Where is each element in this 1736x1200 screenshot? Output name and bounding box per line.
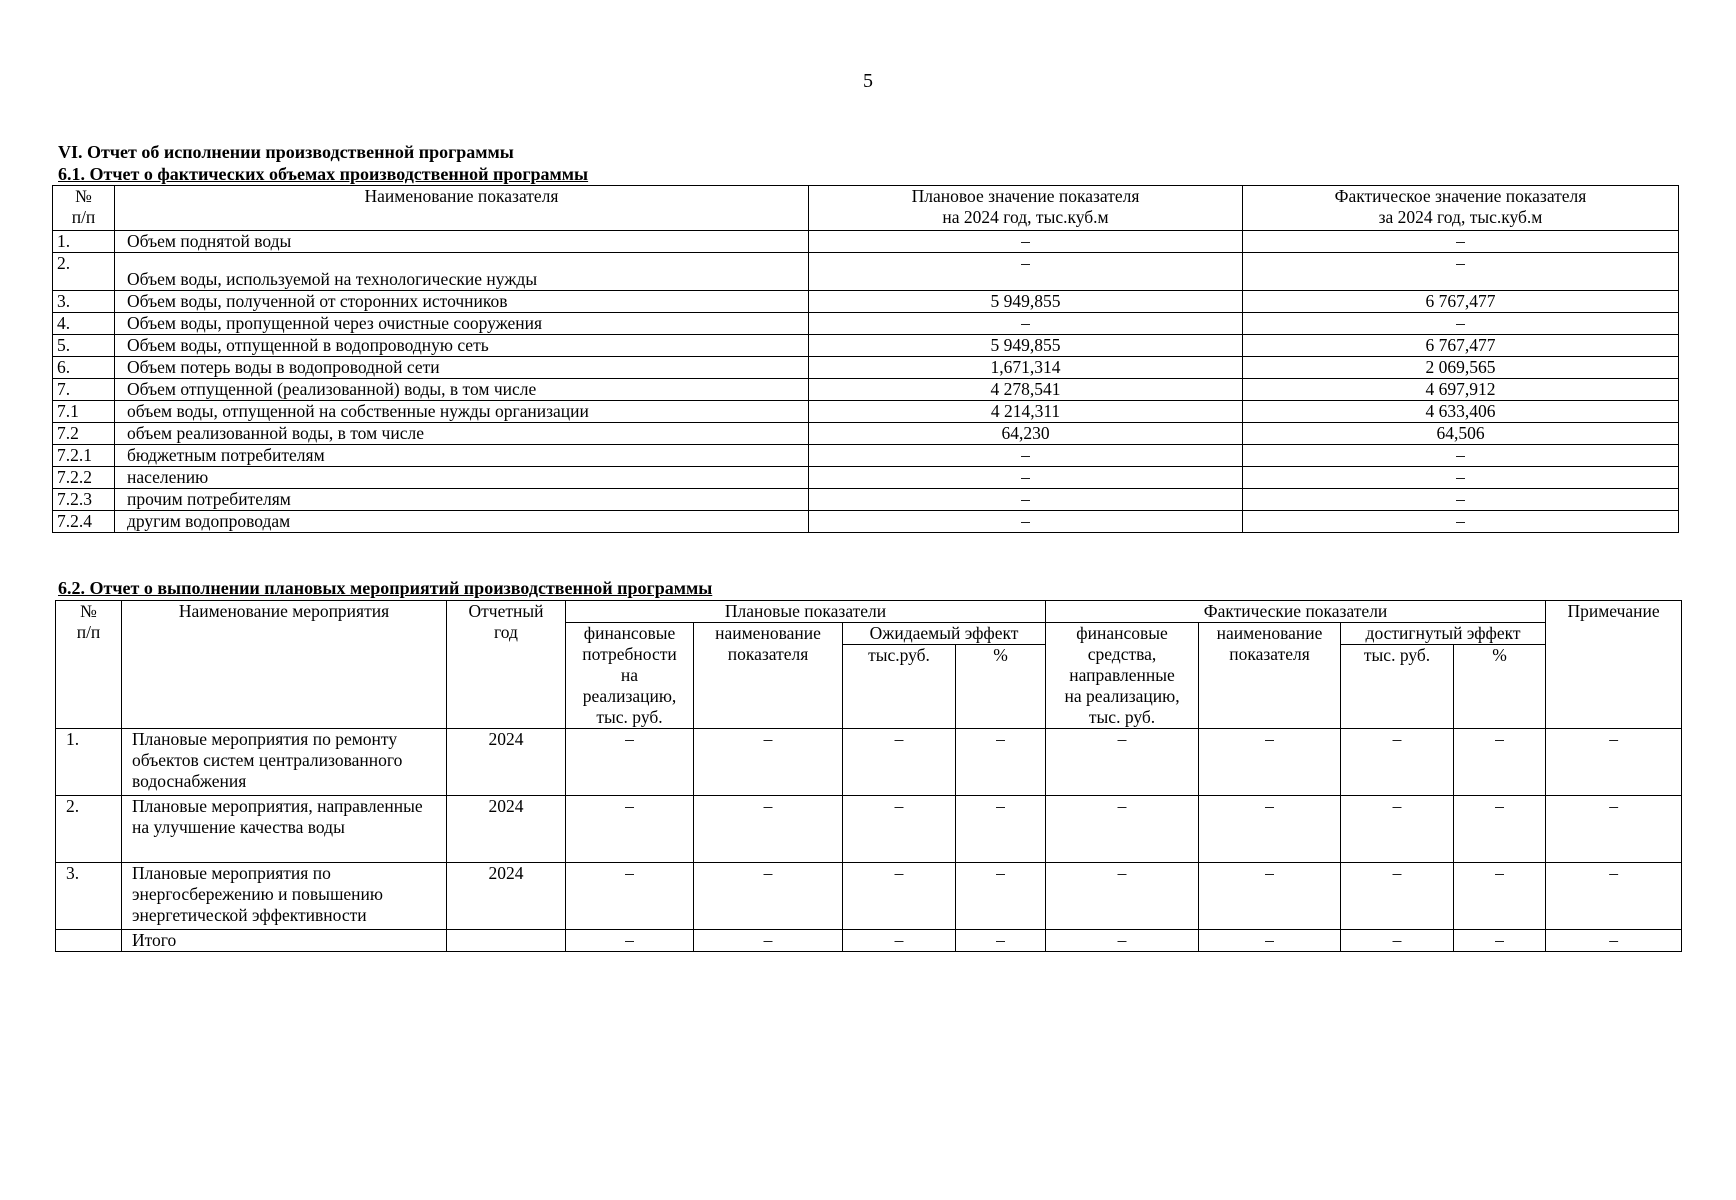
table1-cell-name: Объем воды, полученной от сторонних источников [115, 291, 809, 313]
table2-header-row-1 [56, 601, 1682, 623]
section-title: VI. Отчет об исполнении производственной программы [58, 142, 514, 162]
table2-cell-note: – [1546, 796, 1682, 863]
table2-cell-plan-indicator: – [694, 796, 843, 863]
table1-cell-num: 4. [53, 313, 115, 335]
table2-cell-fact-effect-rub: – [1341, 729, 1454, 796]
table2-cell-plan-effect-pct: – [956, 863, 1046, 930]
table1-header-fact: Фактическое значение показателя за 2024 год, тыс.куб.м [1243, 186, 1679, 231]
table1-cell-fact: 2 069,565 [1243, 357, 1679, 379]
table2-cell-fact-indicator: – [1199, 930, 1341, 952]
table2-header-fact-effect-pct: % [1454, 645, 1546, 729]
table1-row [53, 511, 1679, 533]
table2-cell-plan-effect-pct: – [956, 729, 1046, 796]
table2-cell-fact-fin: – [1046, 863, 1199, 930]
table1-cell-num: 7.2.1 [53, 445, 115, 467]
table2-cell-fact-effect-rub: – [1341, 796, 1454, 863]
table1-row [53, 423, 1679, 445]
table1-row [53, 335, 1679, 357]
table1-cell-name: прочим потребителям [115, 489, 809, 511]
table2-header-fact-group: Фактические показатели [1046, 601, 1546, 623]
table1-cell-name: Объем воды, отпущенной в водопроводную сеть [115, 335, 809, 357]
table2-cell-year: 2024 [447, 796, 566, 863]
table2-cell-name: Плановые мероприятия по ремонту объектов систем централизованного водоснабжения [122, 729, 447, 796]
table1-cell-plan: 4 214,311 [809, 401, 1243, 423]
table2-cell-plan-fin: – [566, 729, 694, 796]
table1-header-num: № п/п [53, 186, 115, 231]
table1-cell-plan: – [809, 489, 1243, 511]
table1-row [53, 445, 1679, 467]
table1-cell-num: 7.2.2 [53, 467, 115, 489]
table1-cell-plan: – [809, 511, 1243, 533]
table2-header-num: № п/п [56, 601, 122, 729]
table2-cell-plan-effect-pct: – [956, 930, 1046, 952]
table2-cell-name: Плановые мероприятия по энергосбережению и повышению энергетической эффективности [122, 863, 447, 930]
table1-row [53, 489, 1679, 511]
table1-cell-plan: – [809, 231, 1243, 253]
table2-cell-fact-fin: – [1046, 796, 1199, 863]
table2-header-plan-effect-rub: тыс.руб. [843, 645, 956, 729]
table2-cell-year [447, 930, 566, 952]
table1-row [53, 379, 1679, 401]
table1-cell-name: Объем потерь воды в водопроводной сети [115, 357, 809, 379]
table2-cell-plan-indicator: – [694, 729, 843, 796]
table2-cell-plan-effect-rub: – [843, 930, 956, 952]
table1-cell-num: 1. [53, 231, 115, 253]
table2-cell-name: Плановые мероприятия, направленные на улучшение качества воды [122, 796, 447, 863]
table2-total-row [56, 930, 1682, 952]
table1-cell-name: Объем отпущенной (реализованной) воды, в том числе [115, 379, 809, 401]
table1-cell-fact: 4 697,912 [1243, 379, 1679, 401]
table1-cell-plan: 64,230 [809, 423, 1243, 445]
table2-header-name: Наименование мероприятия [122, 601, 447, 729]
table2-cell-plan-effect-rub: – [843, 796, 956, 863]
table1-row [53, 357, 1679, 379]
subsection-2-title: 6.2. Отчет о выполнении плановых мероприятий производственной программы [58, 578, 713, 598]
table1-cell-num: 7.2.4 [53, 511, 115, 533]
table2-header-plan-fin: финансовые потребности на реализацию, тыс. руб. [566, 623, 694, 729]
table1-cell-num: 5. [53, 335, 115, 357]
table2-cell-note: – [1546, 729, 1682, 796]
table1-cell-plan: – [809, 313, 1243, 335]
table1-cell-num: 2. [53, 253, 115, 291]
table1-cell-name: Объем воды, используемой на технологические нужды [115, 253, 809, 291]
table2-cell-fact-effect-pct: – [1454, 796, 1546, 863]
table2-cell-fact-fin: – [1046, 729, 1199, 796]
table1-cell-plan: – [809, 445, 1243, 467]
table2-cell-fact-indicator: – [1199, 796, 1341, 863]
table1-row [53, 231, 1679, 253]
table2-header-fact-effect-rub: тыс. руб. [1341, 645, 1454, 729]
table1-row [53, 401, 1679, 423]
table2-cell-plan-fin: – [566, 796, 694, 863]
table1-cell-fact: – [1243, 511, 1679, 533]
table1-cell-num: 7. [53, 379, 115, 401]
table1-cell-fact: – [1243, 445, 1679, 467]
planned-activities-table [55, 600, 1682, 952]
table2-cell-plan-indicator: – [694, 930, 843, 952]
table1-cell-fact: – [1243, 313, 1679, 335]
table2-cell-fact-fin: – [1046, 930, 1199, 952]
table1-cell-plan: – [809, 253, 1243, 291]
table2-row [56, 863, 1682, 930]
table1-cell-name: Объем поднятой воды [115, 231, 809, 253]
table2-cell-num: 1. [56, 729, 122, 796]
table1-cell-plan: 5 949,855 [809, 335, 1243, 357]
table1-cell-fact: 6 767,477 [1243, 335, 1679, 357]
table1-header-name: Наименование показателя [115, 186, 809, 231]
table1-cell-plan: – [809, 467, 1243, 489]
table2-row [56, 729, 1682, 796]
table2-cell-name: Итого [122, 930, 447, 952]
table1-cell-fact: 64,506 [1243, 423, 1679, 445]
table2-header-plan-indicator: наименование показателя [694, 623, 843, 729]
table1-cell-plan: 1,671,314 [809, 357, 1243, 379]
table1-cell-name: объем реализованной воды, в том числе [115, 423, 809, 445]
table2-cell-plan-fin: – [566, 930, 694, 952]
table2-cell-year: 2024 [447, 729, 566, 796]
table1-cell-fact: – [1243, 231, 1679, 253]
table1-cell-plan: 5 949,855 [809, 291, 1243, 313]
table2-cell-note: – [1546, 863, 1682, 930]
table2-cell-fact-effect-pct: – [1454, 930, 1546, 952]
table1-cell-num: 7.1 [53, 401, 115, 423]
table1-row [53, 253, 1679, 291]
table2-row [56, 796, 1682, 863]
table2-cell-fact-effect-rub: – [1341, 863, 1454, 930]
table1-cell-name: другим водопроводам [115, 511, 809, 533]
table2-cell-fact-indicator: – [1199, 729, 1341, 796]
table1-cell-num: 3. [53, 291, 115, 313]
table1-cell-fact: 4 633,406 [1243, 401, 1679, 423]
table2-cell-fact-effect-rub: – [1341, 930, 1454, 952]
table1-row [53, 467, 1679, 489]
table2-cell-fact-effect-pct: – [1454, 863, 1546, 930]
table1-header-plan: Плановое значение показателя на 2024 год, тыс.куб.м [809, 186, 1243, 231]
table1-cell-name: Объем воды, пропущенной через очистные сооружения [115, 313, 809, 335]
table1-cell-num: 6. [53, 357, 115, 379]
table2-header-plan-effect: Ожидаемый эффект [843, 623, 1046, 645]
table2-header-plan-group: Плановые показатели [566, 601, 1046, 623]
table2-cell-plan-fin: – [566, 863, 694, 930]
table2-header-fact-indicator: наименование показателя [1199, 623, 1341, 729]
table1-cell-fact: – [1243, 467, 1679, 489]
table2-cell-fact-indicator: – [1199, 863, 1341, 930]
table2-header-fact-effect: достигнутый эффект [1341, 623, 1546, 645]
subsection-1-title: 6.1. Отчет о фактических объемах производственной программы [58, 164, 589, 184]
table1-row [53, 313, 1679, 335]
table1-cell-name: бюджетным потребителям [115, 445, 809, 467]
table2-cell-num: 3. [56, 863, 122, 930]
table1-row [53, 291, 1679, 313]
table2-cell-plan-indicator: – [694, 863, 843, 930]
table2-cell-plan-effect-pct: – [956, 796, 1046, 863]
table1-cell-fact: – [1243, 489, 1679, 511]
table2-header-fact-fin: финансовые средства, направленные на реализацию, тыс. руб. [1046, 623, 1199, 729]
table1-cell-num: 7.2.3 [53, 489, 115, 511]
table2-cell-plan-effect-rub: – [843, 863, 956, 930]
table2-cell-num: 2. [56, 796, 122, 863]
table2-cell-fact-effect-pct: – [1454, 729, 1546, 796]
table1-cell-name: населению [115, 467, 809, 489]
table2-header-year: Отчетный год [447, 601, 566, 729]
table2-cell-note: – [1546, 930, 1682, 952]
table1-cell-fact: 6 767,477 [1243, 291, 1679, 313]
table1-cell-name: объем воды, отпущенной на собственные нужды организации [115, 401, 809, 423]
page-number: 5 [863, 70, 873, 92]
table2-cell-plan-effect-rub: – [843, 729, 956, 796]
table2-cell-year: 2024 [447, 863, 566, 930]
table2-header-plan-effect-pct: % [956, 645, 1046, 729]
table2-cell-num [56, 930, 122, 952]
table1-cell-fact: – [1243, 253, 1679, 291]
table1-cell-num: 7.2 [53, 423, 115, 445]
table2-header-note: Примечание [1546, 601, 1682, 729]
production-volumes-table [52, 185, 1679, 533]
table1-header-row [53, 186, 1679, 231]
table1-cell-plan: 4 278,541 [809, 379, 1243, 401]
